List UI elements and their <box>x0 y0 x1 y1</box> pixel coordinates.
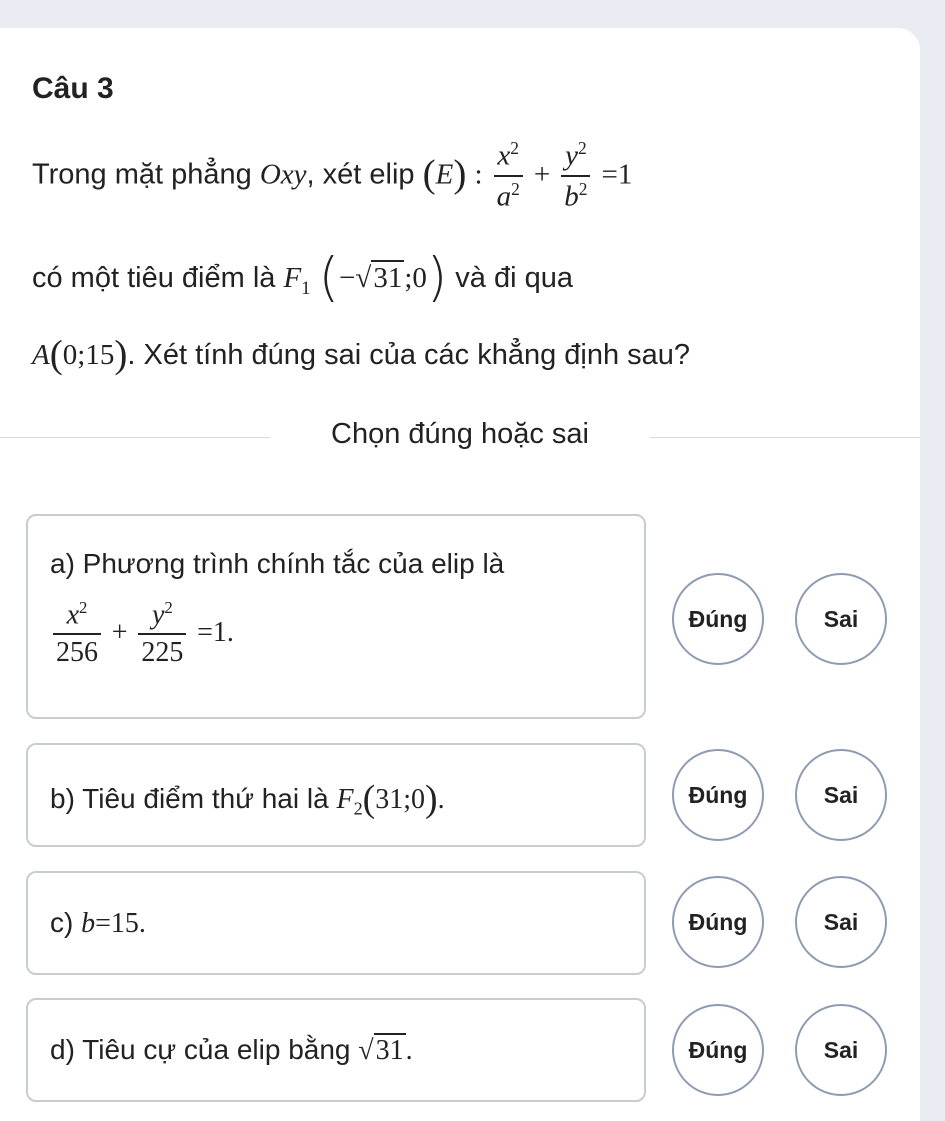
statement-d-text: d) Tiêu cự của elip bằng √31. <box>50 1034 413 1066</box>
statement-a <box>26 514 646 719</box>
question-line-1: Trong mặt phẳng Oxy, xét elip (E) : $\frac{x^2}{a^2}$ + $\frac{y^2}{b^2}$ =1 <box>32 138 633 213</box>
statement-b-text: b) Tiêu điểm thứ hai là $F_2(31;0)$. <box>50 778 445 820</box>
choose-prompt: Chọn đúng hoặc sai <box>331 418 589 450</box>
divider-right <box>650 437 920 438</box>
statement-a-equation: $\frac{x^2}{256}$ + $\frac{y^2}{225}$ =1. <box>50 598 234 669</box>
sqrt-31: √31 <box>358 1035 404 1066</box>
question-line-2: có một tiêu điểm là $F_1$ (−√31;0) và đi qua <box>32 248 574 308</box>
statement-b-false-button[interactable]: Sai <box>795 749 887 841</box>
statement-d-false-button[interactable]: Sai <box>795 1004 887 1096</box>
question-title: Câu 3 <box>32 72 114 105</box>
question-line-3: A(0;15). Xét tính đúng sai của các khẳng định sau? <box>32 333 691 376</box>
statement-a-false-button[interactable]: Sai <box>795 573 887 665</box>
statement-b-true-button[interactable]: Đúng <box>672 749 764 841</box>
statement-d-true-button[interactable]: Đúng <box>672 1004 764 1096</box>
sqrt-31: √31 <box>355 262 403 294</box>
fraction-x2-a2: $\frac{x^2}{a^2}$ <box>494 138 523 213</box>
statement-d <box>26 998 646 1102</box>
statement-b <box>26 743 646 847</box>
statement-a-text: a) Phương trình chính tắc của elip là <box>50 548 505 579</box>
statement-c-true-button[interactable]: Đúng <box>672 876 764 968</box>
statement-c-false-button[interactable]: Sai <box>795 876 887 968</box>
statement-c-text: c) b=15. <box>50 907 146 939</box>
fraction-y2-b2: $\frac{y^2}{b^2}$ <box>561 138 590 213</box>
statement-c <box>26 871 646 975</box>
statement-a-true-button[interactable]: Đúng <box>672 573 764 665</box>
